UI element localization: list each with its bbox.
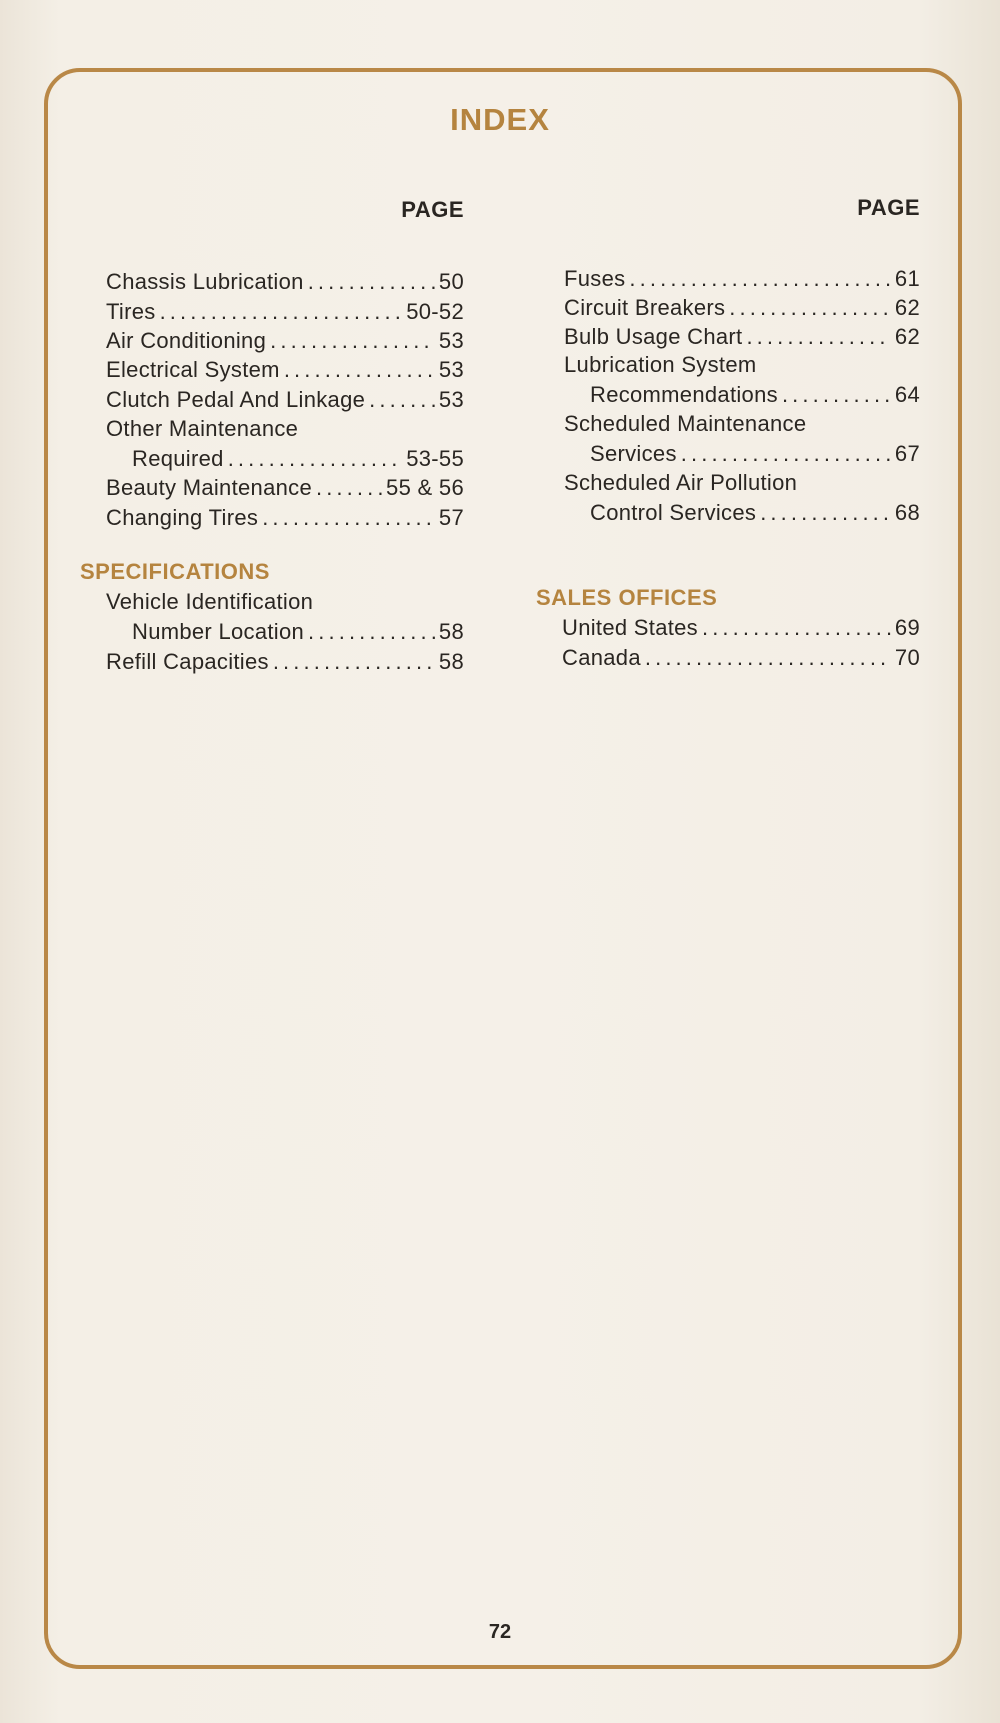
entry-label: Chassis Lubrication [106,269,304,294]
entry-label: Beauty Maintenance [106,475,312,500]
leader-dots [746,326,890,348]
index-title: INDEX [450,102,550,137]
leader-dots [316,477,382,499]
entry-page: 62 [894,295,920,320]
entry-label-continued: Control Services [590,500,757,525]
entry-label-continued: Recommendations [590,382,778,407]
leader-dots [228,448,403,470]
entry-label-continued: Services [590,441,677,466]
entry-page: 57 [438,505,464,530]
entry-label: Other Maintenance [106,416,299,441]
index-entry [106,271,464,293]
leader-dots [782,384,891,406]
leader-dots [702,617,891,639]
entry-label: Electrical System [106,357,280,382]
leader-dots [284,359,435,381]
entry-page: 58 [438,649,464,674]
entry-label: Vehicle Identification [106,589,314,614]
index-entry [564,297,920,319]
entry-label: Lubrication System [564,352,757,377]
entry-page: 67 [894,441,920,466]
index-entry [132,621,464,643]
index-entry [590,502,920,524]
entry-page: 58 [438,619,464,644]
right-page-heading: PAGE [857,195,920,220]
index-entry [564,268,920,290]
entry-label: Bulb Usage Chart [564,324,743,349]
entry-page: 64 [894,382,920,407]
entry-page: 53-55 [406,446,464,471]
entry-label: United States [562,615,698,640]
leader-dots [760,502,891,524]
entry-page: 61 [894,266,920,291]
index-entry [106,507,464,529]
entry-label-continued: Number Location [132,619,305,644]
entry-label: Changing Tires [106,505,259,530]
entry-page: 50-52 [406,299,464,324]
entry-label: Air Conditioning [106,328,267,353]
index-entry [564,326,920,348]
index-entry [106,389,464,411]
leader-dots [262,507,435,529]
page-number: 72 [488,1621,512,1643]
entry-label: Circuit Breakers [564,295,726,320]
leader-dots [308,271,435,293]
index-entry [106,330,464,352]
section-heading-specifications: SPECIFICATIONS [80,559,270,584]
leader-dots [645,647,891,669]
entry-label: Fuses [564,266,626,291]
entry-label: Clutch Pedal And Linkage [106,387,366,412]
index-entry [562,617,920,639]
entry-page: 68 [894,500,920,525]
leader-dots [729,297,891,319]
leader-dots [160,301,403,323]
entry-page: 50 [438,269,464,294]
index-entry [590,443,920,465]
entry-page: 53 [438,387,464,412]
left-page-heading: PAGE [401,197,464,222]
leader-dots [369,389,435,411]
entry-page: 62 [894,324,920,349]
entry-page: 53 [438,328,464,353]
leader-dots [308,621,435,643]
entry-page: 55 & 56 [386,475,464,500]
entry-label-continued: Required [132,446,224,471]
entry-page: 53 [438,357,464,382]
index-entry [106,359,464,381]
entry-page: 69 [894,615,920,640]
index-entry [106,477,464,499]
entry-label: Scheduled Maintenance [564,411,807,436]
entry-label: Canada [562,645,641,670]
entry-label: Refill Capacities [106,649,269,674]
section-heading-sales-offices: SALES OFFICES [536,585,718,610]
index-entry [132,448,464,470]
index-entry [562,647,920,669]
index-entry [106,301,464,323]
leader-dots [273,651,435,673]
index-entry [106,651,464,673]
entry-page: 70 [894,645,920,670]
entry-label: Scheduled Air Pollution [564,470,798,495]
leader-dots [629,268,891,290]
leader-dots [270,330,435,352]
entry-label: Tires [106,299,156,324]
leader-dots [681,443,891,465]
index-entry [590,384,920,406]
